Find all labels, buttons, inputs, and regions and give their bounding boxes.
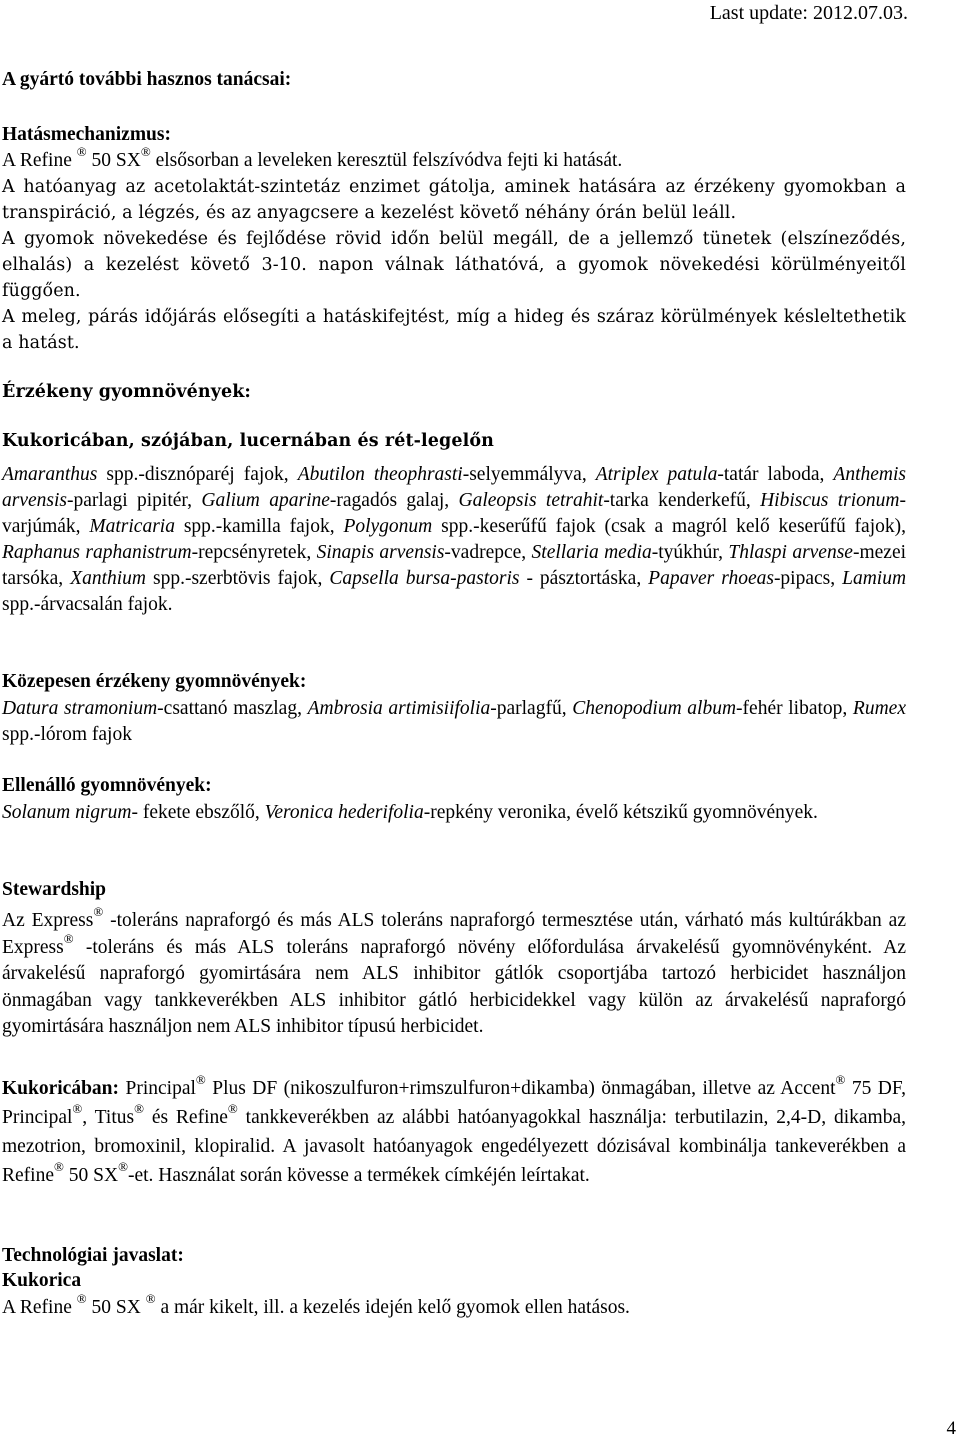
mechanism-paragraph-2: A hatóanyag az acetolaktát-szintetáz enzimet gátolja, aminek hatására az érzékeny gyomokban a transpiráció, a légzés, és az anyagcsere a kezelést követő néhány órán belül leáll. xyxy=(2,177,906,223)
medium-heading: Közepesen érzékeny gyomnövények: xyxy=(2,671,307,692)
page-number: 4 xyxy=(946,1418,956,1439)
resistant-heading: Ellenálló gyomnövények: xyxy=(2,775,212,796)
mechanism-paragraph-4: A meleg, párás időjárás elősegíti a hatáskifejtést, míg a hideg és száraz körülmények késleltethetik a hatást. xyxy=(2,307,906,353)
sensitive-subheading: Kukoricában, szójában, lucernában és rét-legelőn xyxy=(2,431,494,451)
mechanism-paragraph-3: A gyomok növekedése és fejlődése rövid időn belül megáll, de a jellemző tünetek (elszíneződés, elhalás) a kezelést követő 3-10. napon válnak láthatóvá, a gyomok növekedési körülményeitől függően. xyxy=(2,229,906,301)
stewardship-heading: Stewardship xyxy=(2,879,107,900)
sensitive-species-list: Amaranthus spp.-disznóparéj fajok, Abutilon theophrasti-selyemmályva, Atriplex patula-tatár laboda, Anthemis arvensis-parlagi pipitér, Galium aparine-ragadós galaj, Galeopsis tetrahit-tarka kenderkefű, Hibiscus trionum-varjúmák, Matricaria spp.-kamilla fajok, Polygonum spp.-keserűfű fajok (csak a magról kelő keserűfű fajok), Raphanus raphanistrum-repcsényretek, Sinapis arvensis-vadrepce, Stellaria media-tyúkhúr, Thlaspi arvense-mezei tarsóka, Xanthium spp.-szerbtövis fajok, Capsella bursa-pastoris - pásztortáska, Papaver rhoeas-pipacs, Lamium spp.-árvacsalán fajok. xyxy=(2,464,907,615)
sensitive-heading: Érzékeny gyomnövények: xyxy=(2,382,251,402)
stewardship-paragraph: Az Express® -toleráns napraforgó és más ALS toleráns napraforgó termesztése után, várható más kultúrákban az Express® -toleráns és más ALS toleráns napraforgó növény előfordulása árvakelésű gyomnövényként. Az árvakelésű napraforgó gyomirtására nem ALS inhibitor gátlók csoportjába tartozó herbicidet használjon önmagában vagy tankkeverékben ALS inhibitor gátló herbicidekkel vagy külön az árvakelésű napraforgó gyomirtására használjon nem ALS inhibitor típusú herbicidet. xyxy=(2,904,907,1037)
last-update: Last update: 2012.07.03. xyxy=(709,2,908,24)
doc-title: A gyártó további hasznos tanácsai: xyxy=(2,69,292,90)
kukoricaban-paragraph: Kukoricában: Principal® Plus DF (nikoszulfuron+rimszulfuron+dikamba) önmagában, illetve az Accent® 75 DF, Principal®, Titus® és Refine® tankkeverékben az alábbi hatóanyagokkal használja: terbutilazin, 2,4-D, dikamba, mezotrion, bromoxinil, klopiralid. A javasolt hatóanyagok engedélyezett dózisával kombinálja tankeverékben a Refine® 50 SX®-et. Használat során kövesse a termékek címkéjén leírtakat. xyxy=(2,1072,907,1186)
technology-heading: Technológiai javaslat: xyxy=(2,1245,184,1266)
resistant-species-list: Solanum nigrum- fekete ebszőlő, Veronica hederifolia-repkény veronika, évelő kétszikű gyomnövények. xyxy=(2,802,818,823)
mechanism-line-1: A Refine ® 50 SX® elsősorban a leveleken keresztül felszívódva fejti ki hatását. xyxy=(2,144,623,171)
mechanism-heading: Hatásmechanizmus: xyxy=(2,124,171,145)
technology-line: A Refine ® 50 SX ® a már kikelt, ill. a kezelés idején kelő gyomok ellen hatásos. xyxy=(2,1291,630,1318)
technology-subheading: Kukorica xyxy=(2,1270,82,1291)
medium-species-list: Datura stramonium-csattanó maszlag, Ambrosia artimisiifolia-parlagfű, Chenopodium album-fehér libatop, Rumex spp.-lórom fajok xyxy=(2,698,906,745)
